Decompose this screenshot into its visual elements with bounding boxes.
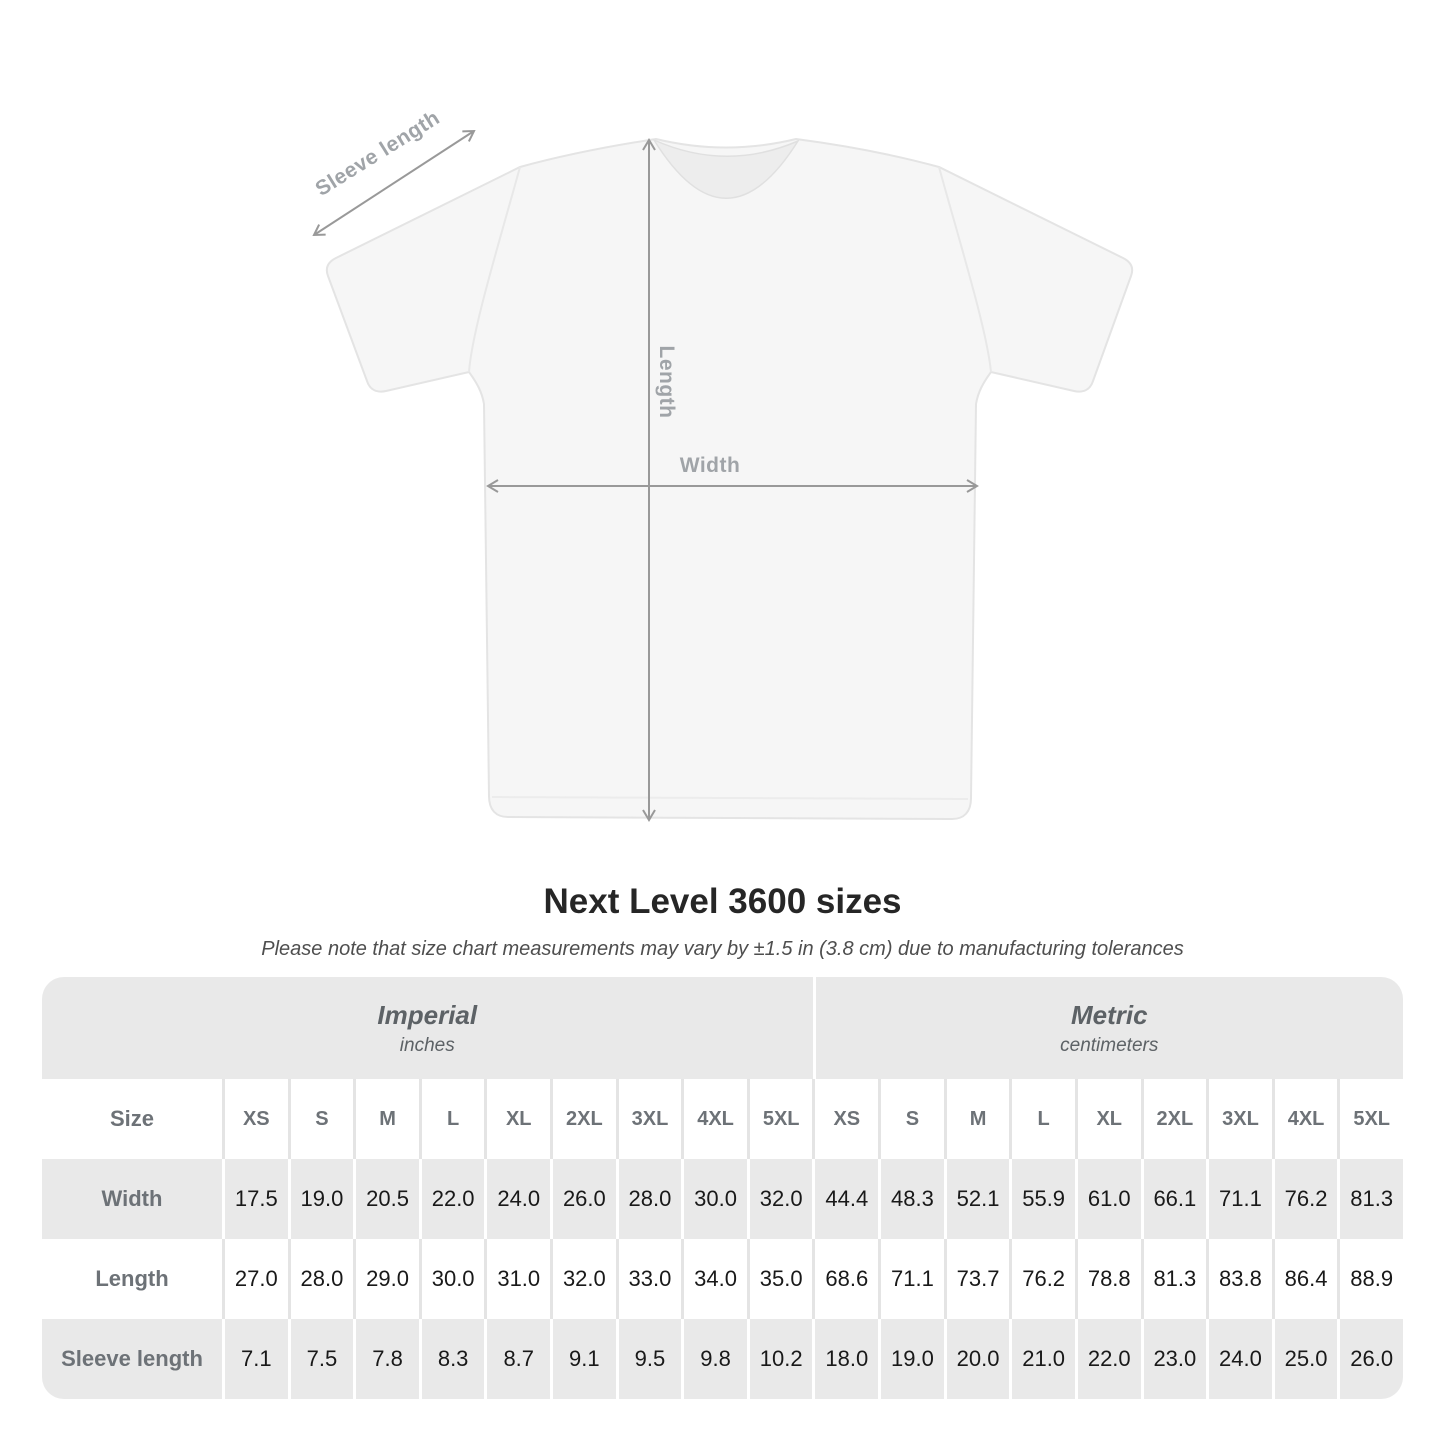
size-header-cell: XL [487, 1079, 550, 1159]
imperial-value-cell: 9.1 [553, 1319, 616, 1399]
imperial-value-cell: 30.0 [684, 1159, 747, 1239]
imperial-value-cell: 9.5 [619, 1319, 682, 1399]
size-header-cell: S [881, 1079, 944, 1159]
imperial-value-cell: 27.0 [225, 1239, 288, 1319]
imperial-value-cell: 32.0 [750, 1159, 813, 1239]
imperial-value-cell: 33.0 [619, 1239, 682, 1319]
imperial-value-cell: 8.3 [422, 1319, 485, 1399]
size-header-cell: 3XL [619, 1079, 682, 1159]
metric-value-cell: 26.0 [1340, 1319, 1403, 1399]
metric-value-cell: 61.0 [1078, 1159, 1141, 1239]
metric-header [816, 977, 1404, 1079]
width-label: Width [679, 454, 741, 477]
imperial-value-cell: 8.7 [487, 1319, 550, 1399]
metric-value-cell: 25.0 [1275, 1319, 1338, 1399]
imperial-value-cell: 19.0 [291, 1159, 354, 1239]
metric-value-cell: 23.0 [1144, 1319, 1207, 1399]
metric-unit: centimeters [1060, 1034, 1159, 1056]
metric-value-cell: 21.0 [1012, 1319, 1075, 1399]
length-label: Length [655, 345, 678, 419]
metric-value-cell: 76.2 [1275, 1159, 1338, 1239]
imperial-value-cell: 22.0 [422, 1159, 485, 1239]
size-header-cell: 5XL [750, 1079, 813, 1159]
metric-value-cell: 48.3 [881, 1159, 944, 1239]
size-header-cell: XS [815, 1079, 878, 1159]
imperial-value-cell: 17.5 [225, 1159, 288, 1239]
metric-value-cell: 78.8 [1078, 1239, 1141, 1319]
metric-value-cell: 71.1 [881, 1239, 944, 1319]
size-header-cell: M [947, 1079, 1010, 1159]
imperial-unit: inches [399, 1034, 455, 1056]
metric-value-cell: 88.9 [1340, 1239, 1403, 1319]
metric-value-cell: 71.1 [1209, 1159, 1272, 1239]
metric-value-cell: 24.0 [1209, 1319, 1272, 1399]
metric-value-cell: 55.9 [1012, 1159, 1075, 1239]
metric-value-cell: 86.4 [1275, 1239, 1338, 1319]
imperial-value-cell: 20.5 [356, 1159, 419, 1239]
page-title: Next Level 3600 sizes [543, 882, 902, 921]
size-header-cell: XL [1078, 1079, 1141, 1159]
row-label: Sleeve length [42, 1319, 222, 1399]
size-header-row [42, 1079, 1403, 1159]
metric-value-cell: 20.0 [947, 1319, 1010, 1399]
size-header-cell: 3XL [1209, 1079, 1272, 1159]
width-row [42, 1159, 1403, 1239]
row-label: Width [42, 1159, 222, 1239]
metric-value-cell: 66.1 [1144, 1159, 1207, 1239]
size-header-cell: 2XL [553, 1079, 616, 1159]
imperial-value-cell: 28.0 [619, 1159, 682, 1239]
size-header-cell: 2XL [1144, 1079, 1207, 1159]
imperial-value-cell: 7.5 [291, 1319, 354, 1399]
imperial-value-cell: 26.0 [553, 1159, 616, 1239]
size-header-cell: S [291, 1079, 354, 1159]
imperial-value-cell: 28.0 [291, 1239, 354, 1319]
metric-value-cell: 19.0 [881, 1319, 944, 1399]
sleeve-length-row [42, 1319, 1403, 1399]
metric-value-cell: 52.1 [947, 1159, 1010, 1239]
sleeve-length-label: Sleeve length [311, 106, 444, 201]
metric-value-cell: 73.7 [947, 1239, 1010, 1319]
metric-value-cell: 81.3 [1144, 1239, 1207, 1319]
size-header-cell: L [422, 1079, 485, 1159]
tolerance-note: Please note that size chart measurements may vary by ±1.5 in (3.8 cm) due to manufacturing tolerances [261, 938, 1184, 960]
size-column-label: Size [42, 1079, 222, 1159]
imperial-value-cell: 32.0 [553, 1239, 616, 1319]
metric-value-cell: 18.0 [815, 1319, 878, 1399]
imperial-value-cell: 30.0 [422, 1239, 485, 1319]
metric-value-cell: 81.3 [1340, 1159, 1403, 1239]
metric-value-cell: 76.2 [1012, 1239, 1075, 1319]
size-table [42, 977, 1403, 1399]
imperial-value-cell: 10.2 [750, 1319, 813, 1399]
imperial-value-cell: 34.0 [684, 1239, 747, 1319]
imperial-value-cell: 7.8 [356, 1319, 419, 1399]
size-header-cell: XS [225, 1079, 288, 1159]
metric-value-cell: 68.6 [815, 1239, 878, 1319]
metric-title: Metric [1070, 999, 1148, 1030]
size-header-cell: 5XL [1340, 1079, 1403, 1159]
imperial-header [42, 977, 813, 1079]
imperial-value-cell: 29.0 [356, 1239, 419, 1319]
imperial-value-cell: 9.8 [684, 1319, 747, 1399]
size-header-cell: 4XL [1275, 1079, 1338, 1159]
tshirt-body [327, 139, 1132, 819]
size-header-cell: M [356, 1079, 419, 1159]
imperial-title: Imperial [377, 999, 478, 1030]
length-row [42, 1239, 1403, 1319]
metric-value-cell: 22.0 [1078, 1319, 1141, 1399]
imperial-value-cell: 35.0 [750, 1239, 813, 1319]
imperial-value-cell: 7.1 [225, 1319, 288, 1399]
imperial-value-cell: 24.0 [487, 1159, 550, 1239]
size-header-cell: 4XL [684, 1079, 747, 1159]
size-header-cell: L [1012, 1079, 1075, 1159]
metric-value-cell: 44.4 [815, 1159, 878, 1239]
metric-value-cell: 83.8 [1209, 1239, 1272, 1319]
unit-header-row [42, 977, 1403, 1079]
imperial-value-cell: 31.0 [487, 1239, 550, 1319]
row-label: Length [42, 1239, 222, 1319]
